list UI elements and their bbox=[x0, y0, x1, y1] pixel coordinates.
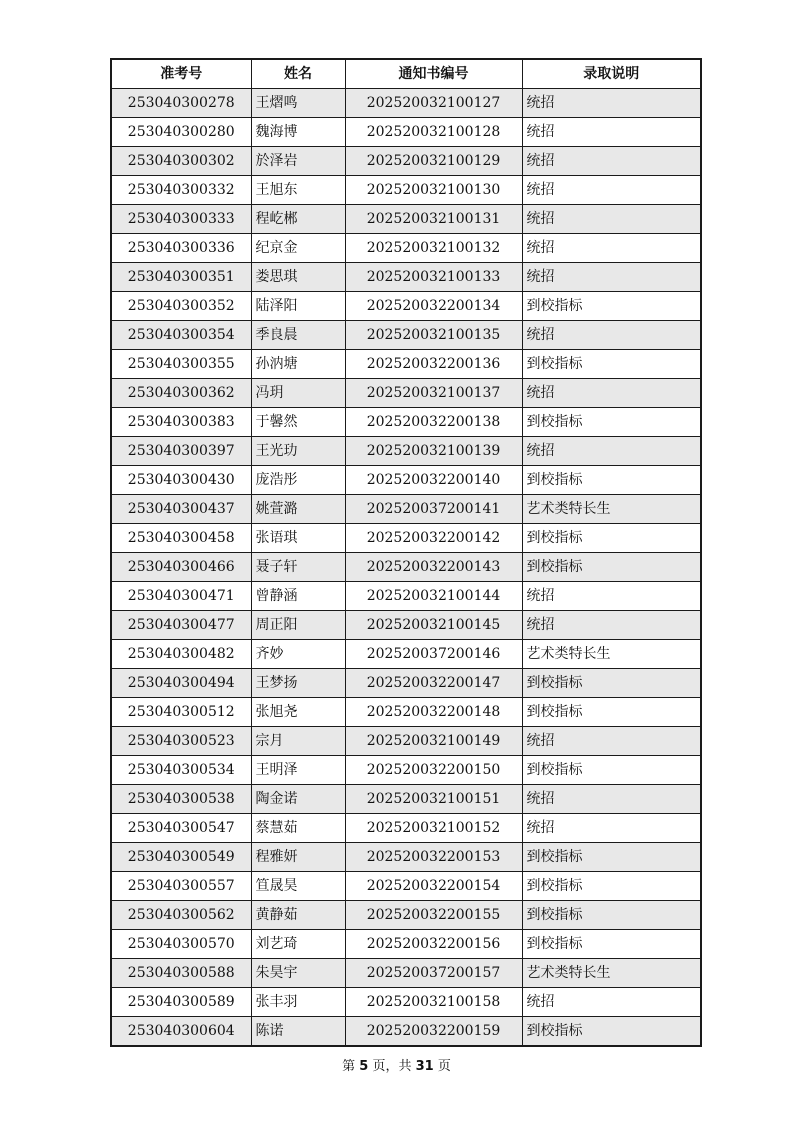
notice-number-cell: 202520032200154 bbox=[345, 872, 522, 901]
table-row bbox=[111, 379, 701, 408]
notice-number-cell: 202520032200148 bbox=[345, 698, 522, 727]
admission-note-cell: 到校指标 bbox=[522, 872, 701, 901]
student-name-cell: 庞浩彤 bbox=[251, 466, 345, 495]
exam-number-cell: 253040300458 bbox=[111, 524, 251, 553]
exam-number-cell: 253040300534 bbox=[111, 756, 251, 785]
exam-number-cell: 253040300351 bbox=[111, 263, 251, 292]
student-name-cell: 纪京金 bbox=[251, 234, 345, 263]
exam-number-cell: 253040300352 bbox=[111, 292, 251, 321]
notice-number-cell: 202520032200136 bbox=[345, 350, 522, 379]
table-row bbox=[111, 698, 701, 727]
student-name-cell: 娄思琪 bbox=[251, 263, 345, 292]
table-row bbox=[111, 785, 701, 814]
notice-number-cell: 202520032200150 bbox=[345, 756, 522, 785]
exam-number-cell: 253040300547 bbox=[111, 814, 251, 843]
exam-number-cell: 253040300383 bbox=[111, 408, 251, 437]
notice-number-cell: 202520032200143 bbox=[345, 553, 522, 582]
table-row bbox=[111, 901, 701, 930]
student-name-cell: 於泽岩 bbox=[251, 147, 345, 176]
header-admission-note: 录取说明 bbox=[522, 59, 701, 89]
notice-number-cell: 202520032200147 bbox=[345, 669, 522, 698]
table-header bbox=[111, 59, 701, 89]
page-footer bbox=[0, 1055, 793, 1074]
table-row bbox=[111, 611, 701, 640]
exam-number-cell: 253040300333 bbox=[111, 205, 251, 234]
notice-number-cell: 202520032100132 bbox=[345, 234, 522, 263]
table-row bbox=[111, 408, 701, 437]
table-row bbox=[111, 147, 701, 176]
admission-note-cell: 统招 bbox=[522, 582, 701, 611]
footer-middle: 页，共 bbox=[372, 1059, 412, 1074]
notice-number-cell: 202520037200141 bbox=[345, 495, 522, 524]
exam-number-cell: 253040300430 bbox=[111, 466, 251, 495]
footer-prefix: 第 bbox=[342, 1059, 356, 1074]
exam-number-cell: 253040300512 bbox=[111, 698, 251, 727]
admission-note-cell: 到校指标 bbox=[522, 408, 701, 437]
exam-number-cell: 253040300482 bbox=[111, 640, 251, 669]
table-body bbox=[111, 89, 701, 1047]
table-row bbox=[111, 756, 701, 785]
exam-number-cell: 253040300557 bbox=[111, 872, 251, 901]
exam-number-cell: 253040300570 bbox=[111, 930, 251, 959]
admission-note-cell: 到校指标 bbox=[522, 669, 701, 698]
exam-number-cell: 253040300589 bbox=[111, 988, 251, 1017]
admission-note-cell: 统招 bbox=[522, 611, 701, 640]
admission-table bbox=[110, 58, 702, 1047]
exam-number-cell: 253040300397 bbox=[111, 437, 251, 466]
student-name-cell: 笪晟昊 bbox=[251, 872, 345, 901]
exam-number-cell: 253040300336 bbox=[111, 234, 251, 263]
exam-number-cell: 253040300471 bbox=[111, 582, 251, 611]
admission-note-cell: 到校指标 bbox=[522, 466, 701, 495]
table-row bbox=[111, 118, 701, 147]
student-name-cell: 齐妙 bbox=[251, 640, 345, 669]
exam-number-cell: 253040300280 bbox=[111, 118, 251, 147]
notice-number-cell: 202520032100151 bbox=[345, 785, 522, 814]
student-name-cell: 魏海博 bbox=[251, 118, 345, 147]
notice-number-cell: 202520032100158 bbox=[345, 988, 522, 1017]
admission-note-cell: 艺术类特长生 bbox=[522, 495, 701, 524]
exam-number-cell: 253040300604 bbox=[111, 1017, 251, 1047]
admission-note-cell: 到校指标 bbox=[522, 553, 701, 582]
notice-number-cell: 202520032200140 bbox=[345, 466, 522, 495]
table-row bbox=[111, 176, 701, 205]
student-name-cell: 张丰羽 bbox=[251, 988, 345, 1017]
notice-number-cell: 202520032200153 bbox=[345, 843, 522, 872]
footer-page-number: 5 bbox=[359, 1059, 369, 1074]
table-row bbox=[111, 843, 701, 872]
table-row bbox=[111, 524, 701, 553]
student-name-cell: 陶金诺 bbox=[251, 785, 345, 814]
exam-number-cell: 253040300437 bbox=[111, 495, 251, 524]
admission-note-cell: 统招 bbox=[522, 379, 701, 408]
student-name-cell: 周正阳 bbox=[251, 611, 345, 640]
admission-note-cell: 到校指标 bbox=[522, 901, 701, 930]
student-name-cell: 王熠鸣 bbox=[251, 89, 345, 118]
notice-number-cell: 202520032100137 bbox=[345, 379, 522, 408]
admission-note-cell: 统招 bbox=[522, 263, 701, 292]
admission-note-cell: 统招 bbox=[522, 727, 701, 756]
notice-number-cell: 202520037200146 bbox=[345, 640, 522, 669]
admission-note-cell: 统招 bbox=[522, 118, 701, 147]
student-name-cell: 程屹郴 bbox=[251, 205, 345, 234]
table-row bbox=[111, 234, 701, 263]
notice-number-cell: 202520032100144 bbox=[345, 582, 522, 611]
table-row bbox=[111, 988, 701, 1017]
notice-number-cell: 202520032100152 bbox=[345, 814, 522, 843]
table-row bbox=[111, 321, 701, 350]
admission-roster bbox=[110, 58, 700, 1047]
student-name-cell: 季良晨 bbox=[251, 321, 345, 350]
admission-note-cell: 统招 bbox=[522, 176, 701, 205]
student-name-cell: 冯玥 bbox=[251, 379, 345, 408]
header-name: 姓名 bbox=[251, 59, 345, 89]
notice-number-cell: 202520032100131 bbox=[345, 205, 522, 234]
table-row bbox=[111, 495, 701, 524]
admission-note-cell: 到校指标 bbox=[522, 350, 701, 379]
exam-number-cell: 253040300538 bbox=[111, 785, 251, 814]
student-name-cell: 王旭东 bbox=[251, 176, 345, 205]
admission-note-cell: 到校指标 bbox=[522, 292, 701, 321]
student-name-cell: 蔡慧茹 bbox=[251, 814, 345, 843]
notice-number-cell: 202520032200142 bbox=[345, 524, 522, 553]
admission-note-cell: 统招 bbox=[522, 147, 701, 176]
student-name-cell: 刘艺琦 bbox=[251, 930, 345, 959]
exam-number-cell: 253040300278 bbox=[111, 89, 251, 118]
exam-number-cell: 253040300362 bbox=[111, 379, 251, 408]
table-row bbox=[111, 959, 701, 988]
exam-number-cell: 253040300494 bbox=[111, 669, 251, 698]
admission-note-cell: 到校指标 bbox=[522, 843, 701, 872]
table-row bbox=[111, 437, 701, 466]
student-name-cell: 聂子轩 bbox=[251, 553, 345, 582]
table-row bbox=[111, 582, 701, 611]
exam-number-cell: 253040300523 bbox=[111, 727, 251, 756]
header-exam-number: 准考号 bbox=[111, 59, 251, 89]
student-name-cell: 张旭尧 bbox=[251, 698, 345, 727]
student-name-cell: 王明泽 bbox=[251, 756, 345, 785]
exam-number-cell: 253040300332 bbox=[111, 176, 251, 205]
notice-number-cell: 202520032200134 bbox=[345, 292, 522, 321]
admission-note-cell: 艺术类特长生 bbox=[522, 959, 701, 988]
admission-note-cell: 统招 bbox=[522, 814, 701, 843]
notice-number-cell: 202520032100139 bbox=[345, 437, 522, 466]
footer-total-pages: 31 bbox=[415, 1059, 434, 1074]
notice-number-cell: 202520032100149 bbox=[345, 727, 522, 756]
table-row bbox=[111, 727, 701, 756]
admission-note-cell: 统招 bbox=[522, 89, 701, 118]
exam-number-cell: 253040300549 bbox=[111, 843, 251, 872]
student-name-cell: 宗月 bbox=[251, 727, 345, 756]
student-name-cell: 孙汭塘 bbox=[251, 350, 345, 379]
notice-number-cell: 202520032100130 bbox=[345, 176, 522, 205]
student-name-cell: 曾静涵 bbox=[251, 582, 345, 611]
header-notice-number: 通知书编号 bbox=[345, 59, 522, 89]
admission-note-cell: 统招 bbox=[522, 988, 701, 1017]
student-name-cell: 王梦扬 bbox=[251, 669, 345, 698]
notice-number-cell: 202520037200157 bbox=[345, 959, 522, 988]
table-row bbox=[111, 669, 701, 698]
student-name-cell: 程雅妍 bbox=[251, 843, 345, 872]
notice-number-cell: 202520032100135 bbox=[345, 321, 522, 350]
admission-note-cell: 统招 bbox=[522, 321, 701, 350]
table-row bbox=[111, 814, 701, 843]
student-name-cell: 于馨然 bbox=[251, 408, 345, 437]
admission-note-cell: 统招 bbox=[522, 785, 701, 814]
table-row bbox=[111, 292, 701, 321]
notice-number-cell: 202520032100145 bbox=[345, 611, 522, 640]
table-row bbox=[111, 872, 701, 901]
table-row bbox=[111, 553, 701, 582]
exam-number-cell: 253040300477 bbox=[111, 611, 251, 640]
table-row bbox=[111, 466, 701, 495]
student-name-cell: 张语琪 bbox=[251, 524, 345, 553]
student-name-cell: 黄静茹 bbox=[251, 901, 345, 930]
admission-note-cell: 到校指标 bbox=[522, 698, 701, 727]
student-name-cell: 姚萱潞 bbox=[251, 495, 345, 524]
student-name-cell: 陈诺 bbox=[251, 1017, 345, 1047]
exam-number-cell: 253040300302 bbox=[111, 147, 251, 176]
student-name-cell: 王光玏 bbox=[251, 437, 345, 466]
table-row bbox=[111, 205, 701, 234]
exam-number-cell: 253040300354 bbox=[111, 321, 251, 350]
notice-number-cell: 202520032100129 bbox=[345, 147, 522, 176]
admission-note-cell: 到校指标 bbox=[522, 524, 701, 553]
notice-number-cell: 202520032200155 bbox=[345, 901, 522, 930]
admission-note-cell: 艺术类特长生 bbox=[522, 640, 701, 669]
exam-number-cell: 253040300466 bbox=[111, 553, 251, 582]
admission-note-cell: 到校指标 bbox=[522, 756, 701, 785]
admission-note-cell: 到校指标 bbox=[522, 930, 701, 959]
notice-number-cell: 202520032100127 bbox=[345, 89, 522, 118]
notice-number-cell: 202520032200138 bbox=[345, 408, 522, 437]
notice-number-cell: 202520032100128 bbox=[345, 118, 522, 147]
exam-number-cell: 253040300355 bbox=[111, 350, 251, 379]
table-row bbox=[111, 350, 701, 379]
notice-number-cell: 202520032200159 bbox=[345, 1017, 522, 1047]
admission-note-cell: 统招 bbox=[522, 205, 701, 234]
exam-number-cell: 253040300588 bbox=[111, 959, 251, 988]
student-name-cell: 朱昊宇 bbox=[251, 959, 345, 988]
table-row bbox=[111, 89, 701, 118]
admission-note-cell: 到校指标 bbox=[522, 1017, 701, 1047]
admission-note-cell: 统招 bbox=[522, 234, 701, 263]
header-row bbox=[111, 59, 701, 89]
admission-note-cell: 统招 bbox=[522, 437, 701, 466]
table-row bbox=[111, 1017, 701, 1047]
student-name-cell: 陆泽阳 bbox=[251, 292, 345, 321]
notice-number-cell: 202520032200156 bbox=[345, 930, 522, 959]
exam-number-cell: 253040300562 bbox=[111, 901, 251, 930]
table-row bbox=[111, 930, 701, 959]
notice-number-cell: 202520032100133 bbox=[345, 263, 522, 292]
table-row bbox=[111, 640, 701, 669]
footer-suffix: 页 bbox=[437, 1059, 451, 1074]
table-row bbox=[111, 263, 701, 292]
